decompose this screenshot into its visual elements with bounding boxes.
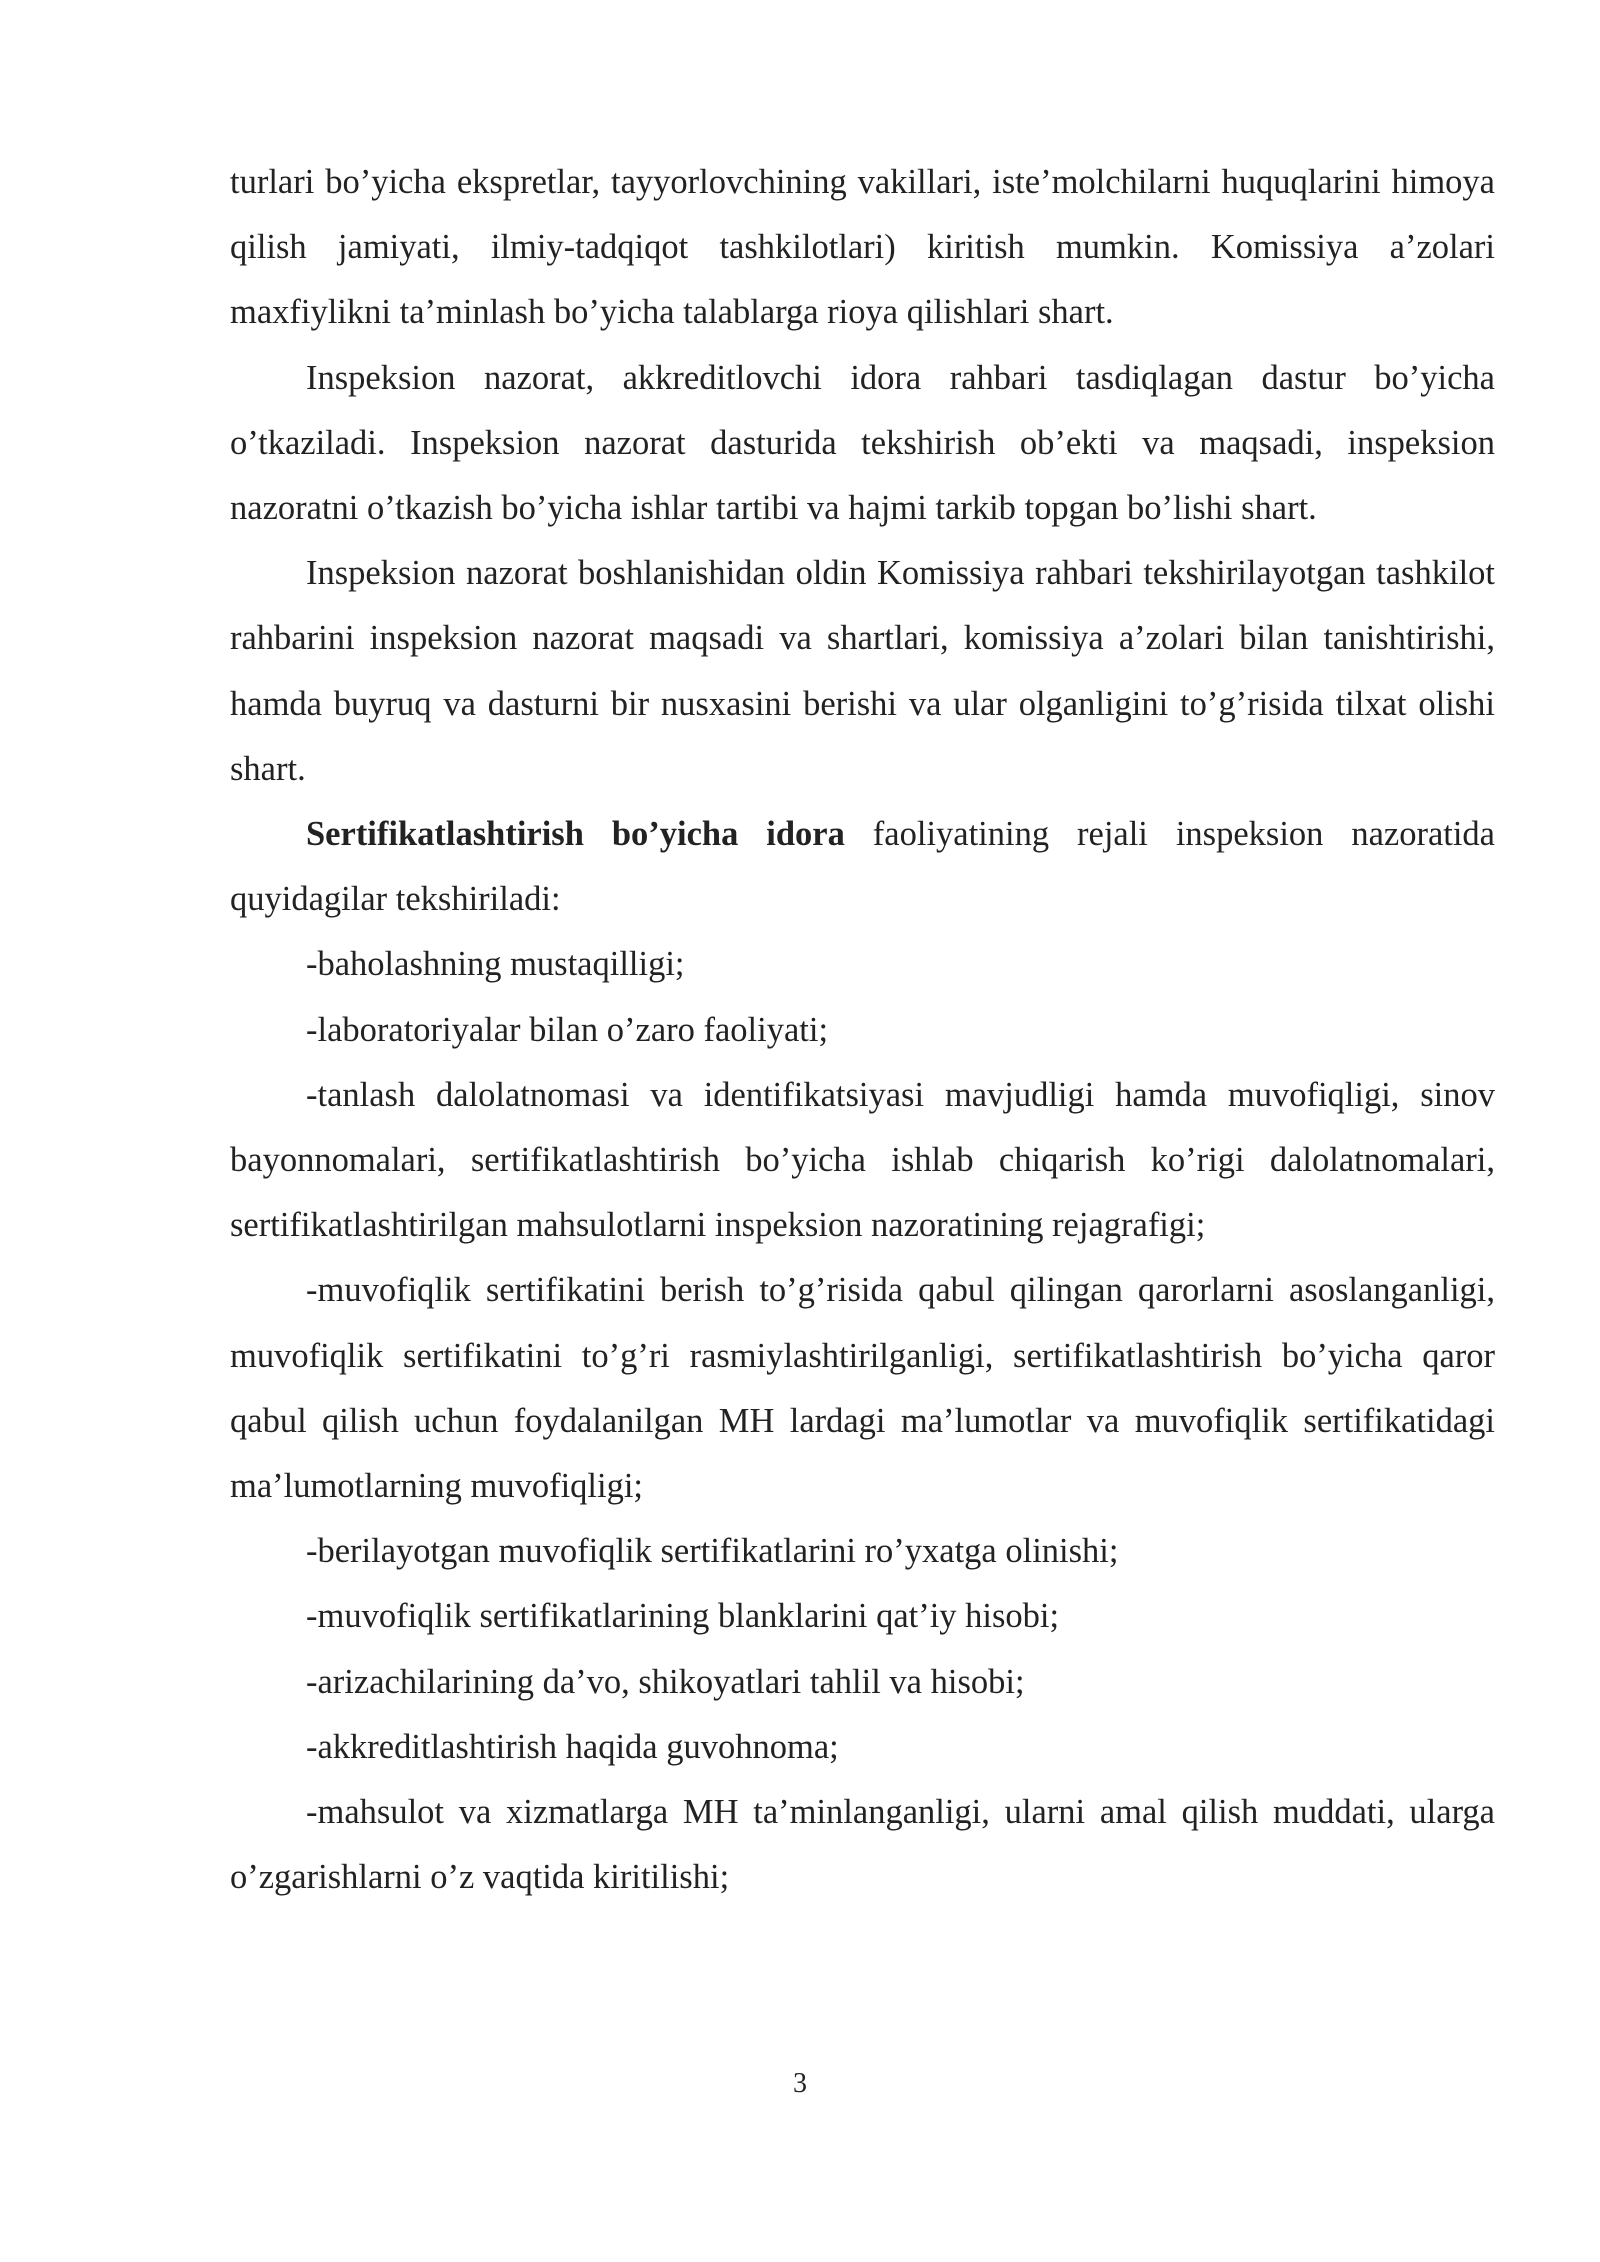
list-item: -mahsulot va xizmatlarga MH ta’minlanganligi, ularni amal qilish muddati, ularga o’zgarishlarni o’z vaqtida kiritilishi;	[230, 1793, 1495, 1897]
paragraph-inspection-start	[230, 541, 1495, 802]
bold-term: Sertifikatlashtirish bo’yicha idora	[306, 815, 845, 854]
page-number: 3	[793, 2068, 807, 2099]
paragraph-text: Inspeksion nazorat, akkreditlovchi idora rahbari tasdiqlagan dastur bo’yicha o’tkaziladi. Inspeksion nazorat dasturida tekshirish ob’ekti va maqsadi, inspeksion nazoratni o’tkazish bo’yicha ishlar tartibi va hajmi tarkib topgan bo’lishi shart.	[230, 358, 1495, 528]
document-body	[230, 150, 1495, 1910]
list-item: -tanlash dalolatnomasi va identifikatsiyasi mavjudligi hamda muvofiqligi, sinov bayonnomalari, sertifikatlashtirish bo’yicha ishlab chiqarish ko’rigi dalolatnomalari, sertifikatlashtirilgan mahsulotlarni inspeksion nazoratining rejagrafigi;	[230, 1075, 1495, 1245]
list-item: -muvofiqlik sertifikatlarining blanklarini qat’iy hisobi;	[306, 1597, 1060, 1636]
paragraph-text: faoliyatining rejali inspeksion nazoratida quyidagilar tekshiriladi:	[230, 815, 1495, 919]
paragraph-commission-members	[230, 150, 1495, 346]
list-item: -akkreditlashtirish haqida guvohnoma;	[306, 1727, 839, 1766]
list-item: -berilayotgan muvofiqlik sertifikatlarini ro’yxatga olinishi;	[306, 1532, 1119, 1571]
paragraph-text: Inspeksion nazorat boshlanishidan oldin Komissiya rahbari tekshirilayotgan tashkilot rahbarini inspeksion nazorat maqsadi va shartlari, komissiya a’zolari bilan tanishtirishi, hamda buyruq va dasturni bir nusxasini berishi va ular olganligini to’g’risida tilxat olishi shart.	[230, 554, 1495, 788]
list-item: -muvofiqlik sertifikatini berish to’g’risida qabul qilingan qarorlarni asoslanganligi, muvofiqlik sertifikatini to’g’ri rasmiylashtirilganligi, sertifikatlashtirish bo’yicha qaror qabul qilish uchun foydalanilgan MH lardagi ma’lumotlar va muvofiqlik sertifikatidagi ma’lumotlarning muvofiqligi;	[230, 1271, 1495, 1506]
list-item: -baholashning mustaqilligi;	[306, 945, 685, 984]
list-item: -laboratoriyalar bilan o’zaro faoliyati;	[306, 1010, 829, 1049]
paragraph-certification-body	[230, 802, 1495, 932]
list-item: -arizachilarining da’vo, shikoyatlari tahlil va hisobi;	[306, 1662, 1025, 1701]
paragraph-text: turlari bo’yicha ekspretlar, tayyorlovchining vakillari, iste’molchilarni huquqlarini himoya qilish jamiyati, ilmiy-tadqiqot tashkilotlari) kiritish mumkin. Komissiya a’zolari maxfiylikni ta’minlash bo’yicha talablarga rioya qilishlari shart.	[230, 163, 1495, 332]
paragraph-inspection-program	[230, 346, 1495, 542]
